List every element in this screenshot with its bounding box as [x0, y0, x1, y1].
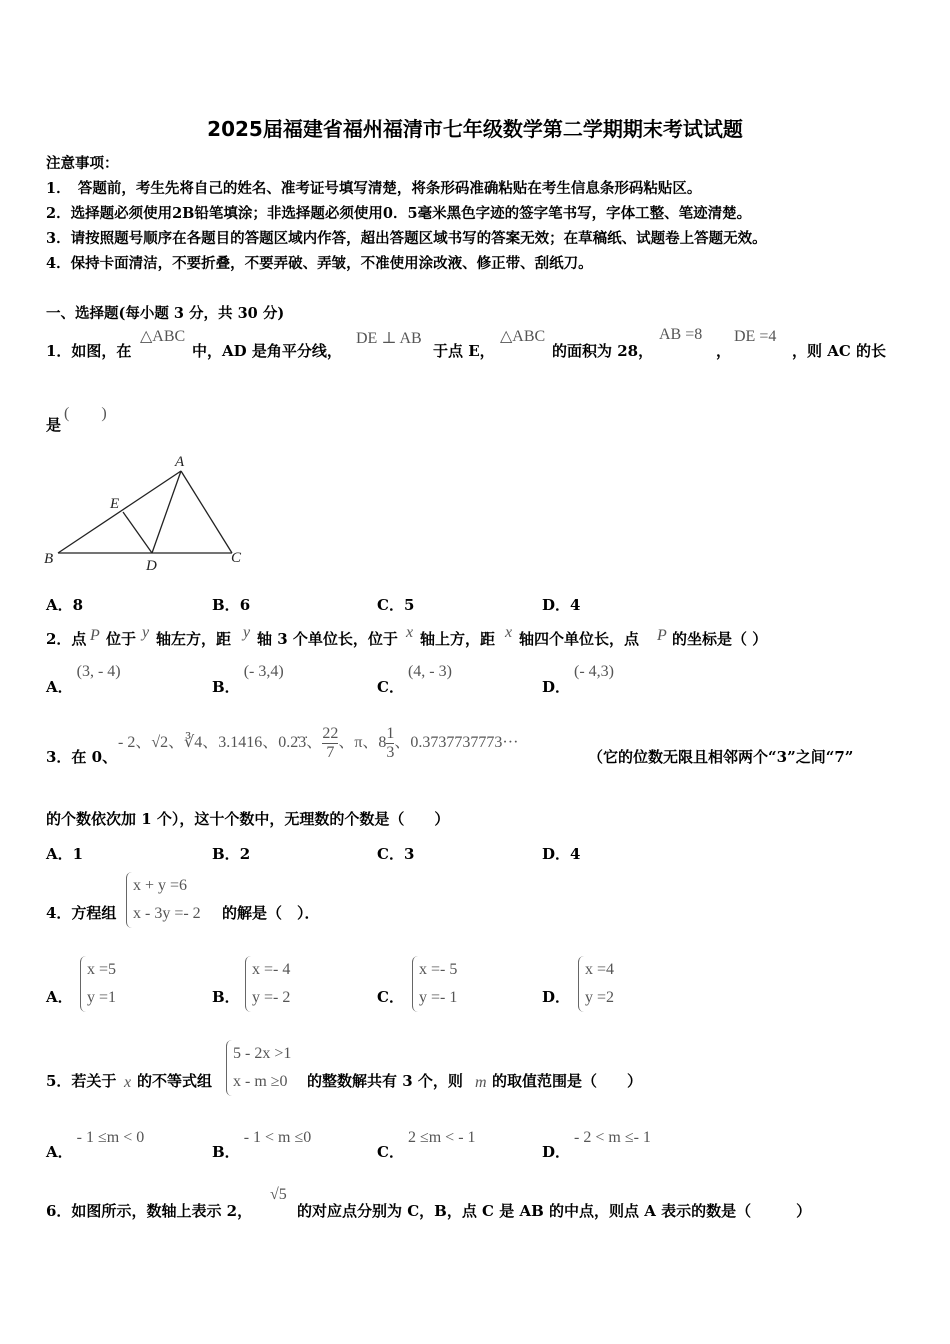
- q3-text-2: （它的位数无限且相邻两个“3”之间“7”: [588, 748, 854, 766]
- q3-mixed-fraction: $\frac{1}{3}$: [386, 725, 395, 761]
- q5-option-d[interactable]: D．- 2 < m ≤- 1: [542, 1129, 651, 1161]
- q3-option-a[interactable]: A．1: [46, 845, 84, 863]
- q1-math-5: DE =4: [734, 328, 777, 345]
- q1-text-3: 于点 E，: [433, 342, 495, 360]
- q2-option-c[interactable]: C．(4, - 3): [377, 663, 452, 696]
- notice-item-3: 3．请按照题号顺序在各题目的答题区域内作答，超出答题区域书写的答案无效；在草稿纸、试题卷上答题无效。: [46, 230, 767, 247]
- q1-math-3: △ABC: [500, 328, 546, 345]
- q2-var-x: x: [406, 624, 414, 641]
- q2-var-p2: P: [657, 627, 667, 644]
- q1-text-5: ，: [716, 342, 732, 360]
- q5-option-b[interactable]: B．- 1 < m ≤0: [212, 1129, 312, 1161]
- q5-inequality-system: 5 - 2x >1 x - m ≥0: [226, 1040, 291, 1096]
- q1-text-7: 是: [46, 416, 62, 434]
- q2-text-1: 2．点: [46, 630, 87, 648]
- q4-equation-system: x + y =6 x - 3y =- 2: [126, 872, 201, 928]
- section-heading: 一、选择题(每小题 3 分，共 30 分): [46, 305, 285, 322]
- q1-math-1: △ABC: [140, 328, 186, 345]
- q3-text-3: 的个数依次加 1 个），这十个数中，无理数的个数是（ ）: [46, 810, 450, 828]
- q5-text-2: 的不等式组: [137, 1072, 213, 1090]
- notice-heading: 注意事项：: [46, 155, 119, 172]
- q3-option-b[interactable]: B．2: [212, 845, 251, 863]
- notice-item-4: 4．保持卡面清洁，不要折叠，不要弄破、弄皱，不准使用涂改液、修正带、刮纸刀。: [46, 255, 593, 272]
- q2-text-4: 轴 3 个单位长，位于: [257, 630, 398, 648]
- q1-math-4: AB =8: [659, 326, 703, 343]
- q1-option-a[interactable]: A．8: [46, 596, 84, 614]
- page-title: 2025届福建省福州福清市七年级数学第二学期期末考试试题: [207, 117, 743, 141]
- q1-option-d[interactable]: D．4: [542, 596, 581, 614]
- q1-text-2: 中，AD 是角平分线，: [192, 342, 342, 360]
- q1-text-6: ，则 AC 的长: [792, 342, 887, 360]
- segment-ac: [181, 471, 232, 553]
- point-label-a: A: [175, 454, 185, 470]
- q5-var-m: m: [475, 1074, 487, 1091]
- segment-ad: [152, 471, 181, 553]
- q5-text-4: 的取值范围是（ ）: [492, 1072, 643, 1090]
- notice-item-1: 1． 答题前，考生先将自己的姓名、准考证号填写清楚，将条形码准确粘贴在考生信息条形码粘贴区。: [46, 180, 702, 197]
- q6-sqrt-5: √5: [270, 1186, 287, 1203]
- q6-text-1: 6．如图所示，数轴上表示 2，: [46, 1202, 253, 1220]
- q1-text-1: 1．如图，在: [46, 342, 132, 360]
- q1-triangle-figure: [40, 450, 260, 580]
- segment-ab: [58, 471, 181, 553]
- q4-text-2: 的解是（ ）．: [222, 904, 320, 922]
- point-label-e: E: [110, 496, 120, 512]
- q5-text-1: 5．若关于: [46, 1072, 117, 1090]
- point-label-b: B: [44, 551, 54, 567]
- q4-text-1: 4．方程组: [46, 904, 117, 922]
- q2-var-y2: y: [243, 624, 251, 641]
- q3-option-c[interactable]: C．3: [377, 845, 415, 863]
- q1-text-4: 的面积为 28，: [552, 342, 654, 360]
- q2-option-a[interactable]: A．(3, - 4): [46, 663, 121, 696]
- q6-text-2: 的对应点分别为 C，B，点 C 是 AB 的中点，则点 A 表示的数是（ ）: [297, 1202, 812, 1220]
- point-label-d: D: [146, 558, 157, 574]
- q5-option-c[interactable]: C．2 ≤m < - 1: [377, 1129, 476, 1161]
- q3-number-list: - 2、√2、∛4、3.1416、0.2̇3̇、 $\frac{22}{7}$ 、π、8 $\frac{1}{3}$ 、0.3737737773···: [118, 725, 519, 761]
- q1-option-b[interactable]: B．6: [212, 596, 251, 614]
- q5-text-3: 的整数解共有 3 个，则: [307, 1072, 463, 1090]
- q2-text-6: 轴四个单位长，点: [519, 630, 640, 648]
- q5-var-x: x: [124, 1074, 132, 1091]
- q1-math-2: DE ⊥ AB: [356, 330, 422, 347]
- q1-option-c[interactable]: C．5: [377, 596, 415, 614]
- q3-option-d[interactable]: D．4: [542, 845, 581, 863]
- segment-de: [123, 512, 152, 553]
- q2-option-d[interactable]: D．(- 4,3): [542, 663, 614, 696]
- q2-text-7: 的坐标是（ ）: [672, 630, 768, 648]
- q2-var-y: y: [142, 624, 150, 641]
- q2-text-2: 位于: [106, 630, 137, 648]
- q2-text-5: 轴上方，距: [420, 630, 496, 648]
- q5-option-a[interactable]: A．- 1 ≤m < 0: [46, 1129, 145, 1161]
- q3-fraction: $\frac{22}{7}$: [322, 725, 339, 761]
- q2-var-p: P: [90, 627, 100, 644]
- q2-var-x2: x: [505, 624, 513, 641]
- q1-answer-paren: ( ): [64, 405, 107, 422]
- q3-text-1: 3．在 0、: [46, 748, 118, 766]
- q2-option-b[interactable]: B．(- 3,4): [212, 663, 284, 696]
- point-label-c: C: [231, 550, 242, 566]
- q2-text-3: 轴左方，距: [156, 630, 232, 648]
- notice-item-2: 2．选择题必须使用2B铅笔填涂；非选择题必须使用0．5毫米黑色字迹的签字笔书写，字体工整、笔迹清楚。: [46, 205, 752, 222]
